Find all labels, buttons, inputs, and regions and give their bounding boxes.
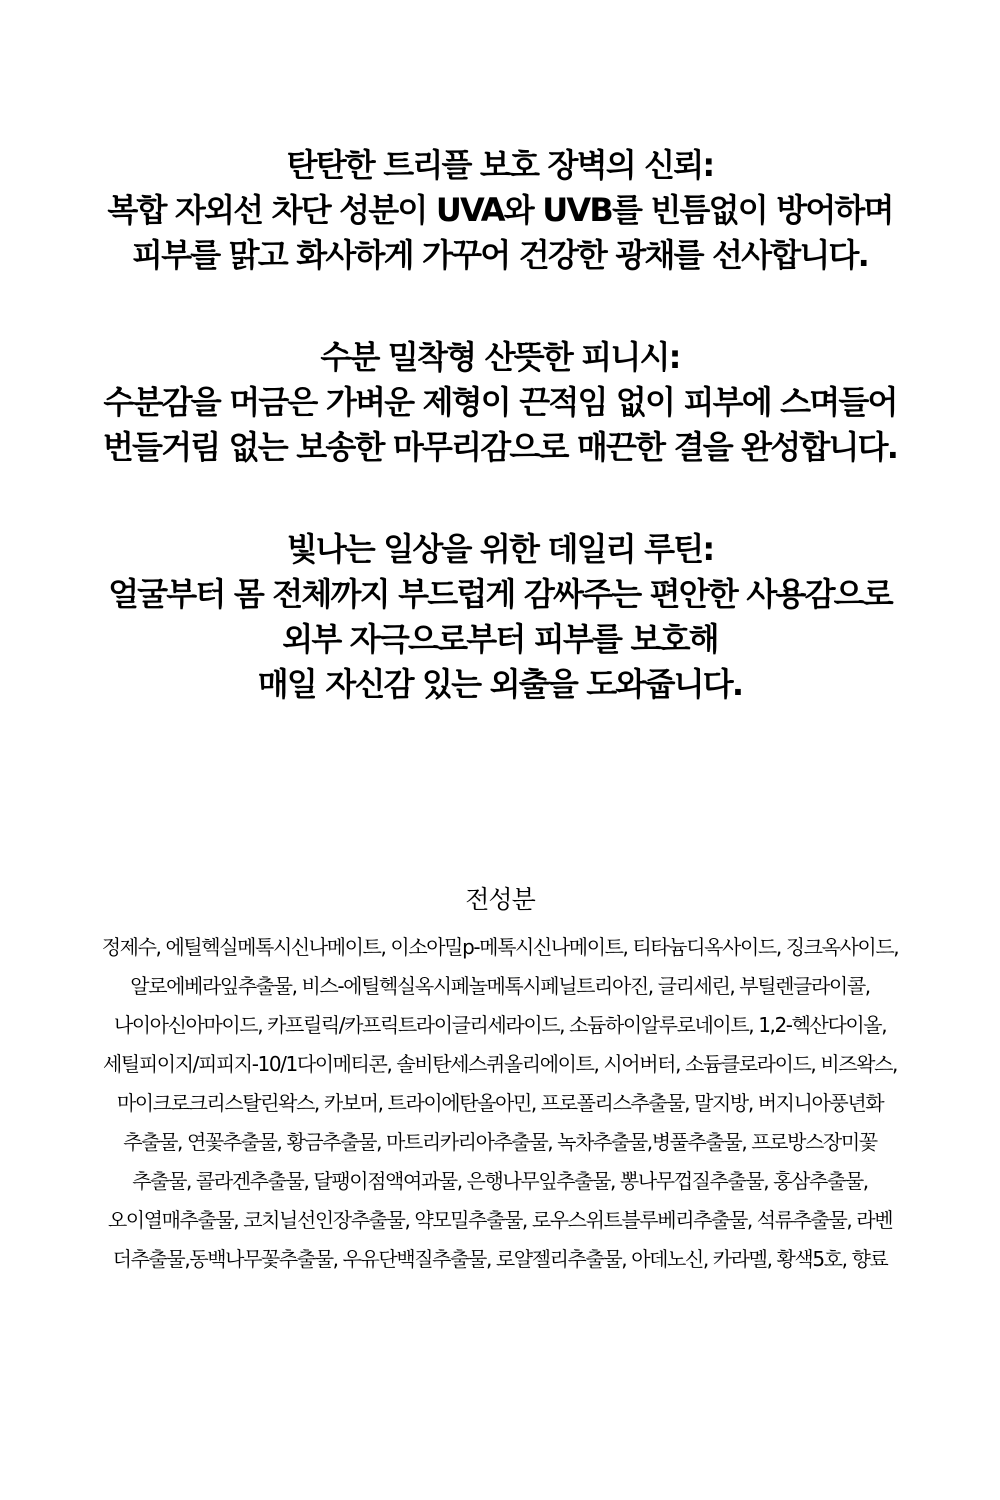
feature-text-line: 번들거림 없는 보송한 마무리감으로 매끈한 결을 완성합니다. [102, 428, 898, 466]
ingredients-line: 나이아신아마이드, 카프릴릭/카프릭트라이글리세라이드, 소듐하이알루로네이트, 1,2-헥산다이올, [113, 1013, 887, 1037]
feature-text-line: 얼굴부터 몸 전체까지 부드럽게 감싸주는 편안한 사용감으로 [108, 575, 892, 613]
feature-text-line: 매일 자신감 있는 외출을 도와줍니다. [257, 665, 743, 703]
feature-heading: 수분 밀착형 산뜻한 피니시: [320, 338, 680, 376]
feature-text-line: 외부 자극으로부터 피부를 보호해 [282, 620, 718, 658]
feature-heading: 빛나는 일상을 위한 데일리 루틴: [286, 530, 714, 568]
feature-protection-barrier [0, 143, 1000, 278]
feature-moisture-finish [0, 335, 1000, 470]
feature-section [0, 143, 1000, 764]
ingredients-title: 전성분 [465, 885, 535, 914]
ingredients-line: 마이크로크리스탈린왁스, 카보머, 트라이에탄올아민, 프로폴리스추출물, 말지방, 버지니아풍년화 [116, 1091, 884, 1115]
ingredients-line: 정제수, 에틸헥실메톡시신나메이트, 이소아밀p-메톡시신나메이트, 티타늄디옥사이드, 징크옥사이드, [101, 935, 899, 959]
ingredients-line: 추출물, 콜라겐추출물, 달팽이점액여과물, 은행나무잎추출물, 뽕나무껍질추출물, 홍삼추출물, [132, 1169, 868, 1193]
ingredients-line: 알로에베라잎추출물, 비스-에틸헥실옥시페놀메톡시페닐트리아진, 글리세린, 부틸렌글라이콜, [130, 974, 870, 998]
feature-text-line: 복합 자외선 차단 성분이 UVA와 UVB를 빈틈없이 방어하며 [107, 191, 893, 229]
ingredients-line: 오이열매추출물, 코치닐선인장추출물, 약모밀추출물, 로우스위트블루베리추출물, 석류추출물, 라벤 [107, 1208, 893, 1232]
feature-text-line: 수분감을 머금은 가벼운 제형이 끈적임 없이 피부에 스며들어 [103, 383, 897, 421]
ingredients-line: 더추출물,동백나무꽃추출물, 우유단백질추출물, 로얄젤리추출물, 아데노신, 카라멜, 황색5호, 향료 [112, 1247, 888, 1271]
ingredients-line: 추출물, 연꽃추출물, 황금추출물, 마트리카리아추출물, 녹차추출물,병풀추출물, 프로방스장미꽃 [123, 1130, 877, 1154]
ingredients-line: 세틸피이지/피피지-10/1다이메티콘, 솔비탄세스퀴올리에이트, 시어버터, 소듐클로라이드, 비즈왁스, [103, 1052, 897, 1076]
feature-daily-routine [0, 527, 1000, 707]
ingredients-section [0, 880, 1000, 1279]
feature-heading: 탄탄한 트리플 보호 장벽의 신뢰: [286, 146, 714, 184]
feature-text-line: 피부를 맑고 화사하게 가꾸어 건강한 광채를 선사합니다. [132, 236, 868, 274]
